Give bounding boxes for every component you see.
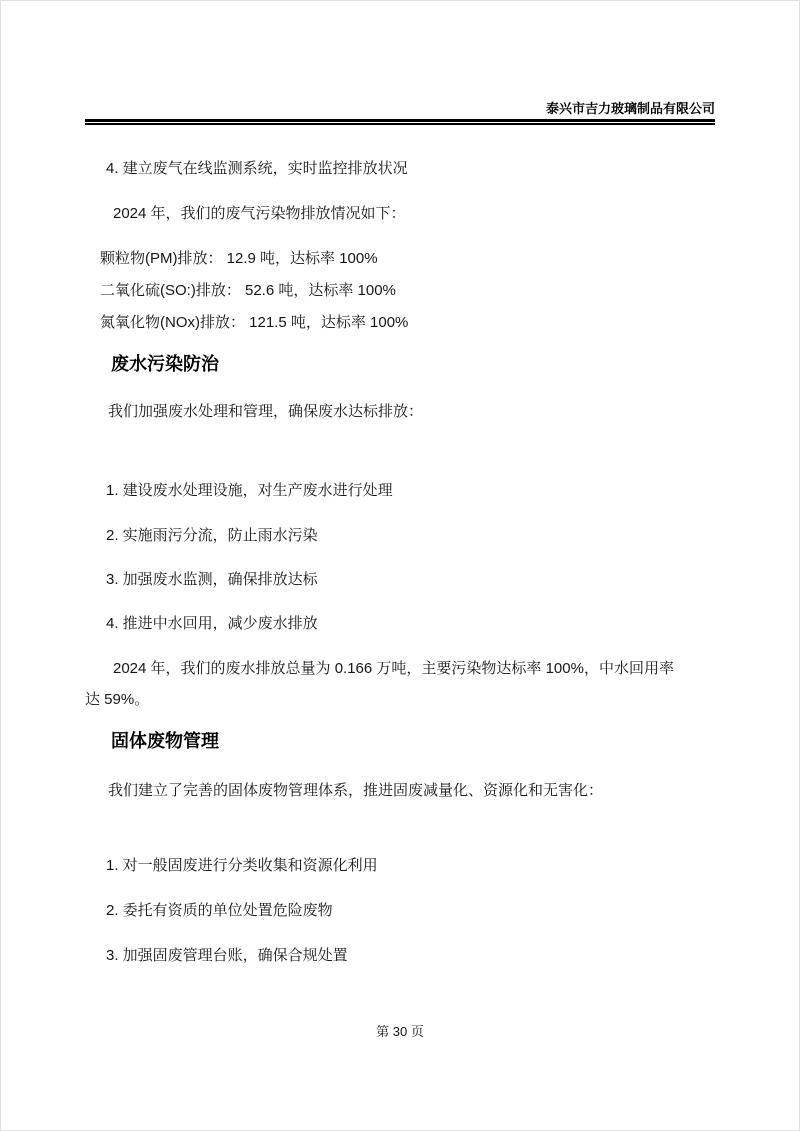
solid-waste-measure-3: 3. 加强固废管理台账，确保合规处置 (106, 947, 348, 964)
header-rule (85, 119, 715, 125)
waste-gas-measure-4: 4. 建立废气在线监测系统，实时监控排放状况 (106, 160, 408, 177)
wastewater-measure-1: 1. 建设废水处理设施，对生产废水进行处理 (106, 482, 393, 499)
so2-emission-line: 二氧化硫(SO:)排放： 52.6 吨，达标率 100% (100, 282, 396, 299)
pm-emission-line: 颗粒物(PM)排放： 12.9 吨，达标率 100% (100, 250, 378, 267)
wastewater-measure-2: 2. 实施雨污分流，防止雨水污染 (106, 527, 318, 544)
solid-waste-measure-2: 2. 委托有资质的单位处置危险废物 (106, 902, 333, 919)
solid-waste-measure-1: 1. 对一般固废进行分类收集和资源化利用 (106, 857, 378, 874)
solid-waste-intro: 我们建立了完善的固体废物管理体系，推进固废减量化、资源化和无害化： (108, 782, 604, 799)
wastewater-measure-4: 4. 推进中水回用，减少废水排放 (106, 615, 318, 632)
wastewater-summary-line-2: 达 59%。 (85, 691, 150, 708)
wastewater-intro: 我们加强废水处理和管理，确保废水达标排放： (108, 403, 424, 420)
wastewater-summary-line-1: 2024 年，我们的废水排放总量为 0.166 万吨，主要污染物达标率 100%，中水回用率 (113, 660, 674, 677)
solid-waste-section-heading: 固体废物管理 (111, 731, 219, 751)
page-number: 第 30 页 (376, 1024, 424, 1039)
wastewater-summary-paragraph (85, 653, 718, 715)
nox-emission-line: 氮氧化物(NOx)排放： 121.5 吨，达标率 100% (100, 314, 409, 331)
header-company-name: 泰兴市吉力玻璃制品有限公司 (545, 101, 715, 116)
waste-gas-emissions-intro: 2024 年，我们的废气污染物排放情况如下： (113, 205, 406, 222)
wastewater-section-heading: 废水污染防治 (111, 354, 219, 374)
wastewater-measure-3: 3. 加强废水监测，确保排放达标 (106, 571, 318, 588)
